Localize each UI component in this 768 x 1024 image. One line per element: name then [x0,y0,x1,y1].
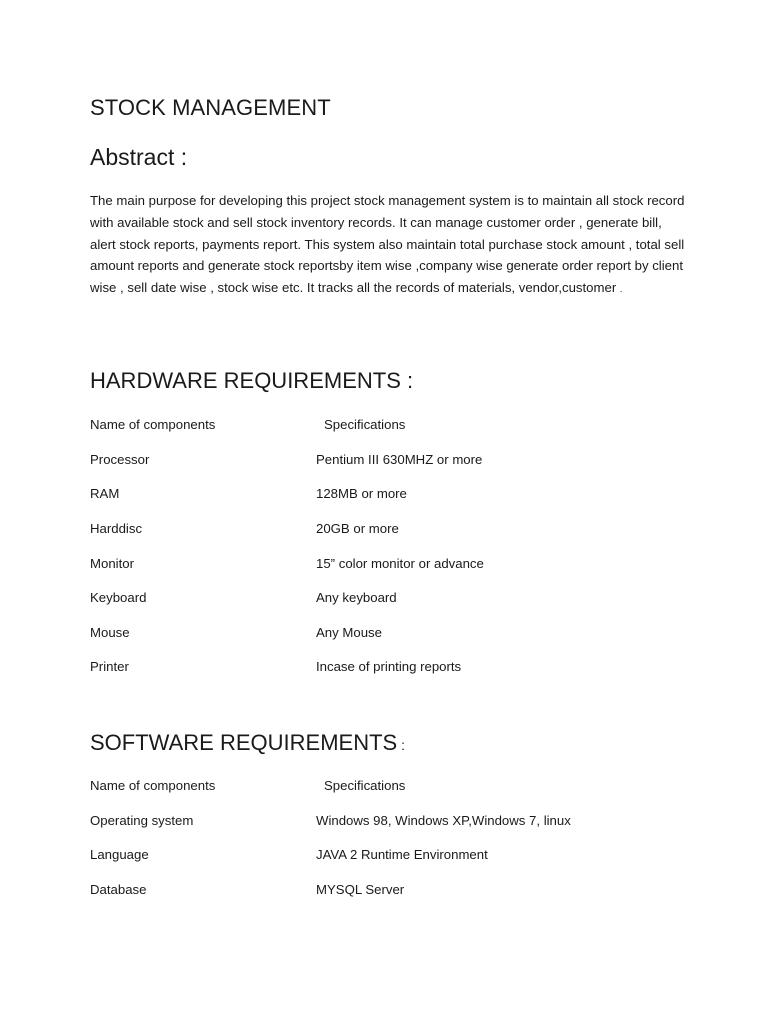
component-name: Database [90,882,147,897]
hardware-row [90,625,690,645]
software-heading [90,730,405,756]
component-name: RAM [90,486,120,501]
abstract-tail: . [619,284,623,295]
software-row [90,847,690,867]
software-heading-colon: : [397,737,405,753]
component-name: Mouse [90,625,130,640]
software-table-header [90,778,690,798]
hardware-row [90,452,690,472]
component-name: Keyboard [90,590,147,605]
component-spec: 20GB or more [316,521,399,536]
software-row [90,882,690,902]
software-row [90,813,690,833]
component-spec: MYSQL Server [316,882,405,897]
hardware-row [90,659,690,679]
component-spec: 128MB or more [316,486,407,501]
component-spec: 15” color monitor or advance [316,556,484,571]
abstract-text: The main purpose for developing this project stock management system is to maintain all stock record with available stock and sell stock inventory records. It can manage customer order , generate bill, alert stock reports, payments report. This system also maintain total purchase stock amount , total sell amount reports and generate stock reportsby item wise ,company wise generate order report by client wise , sell date wise , stock wise etc. It tracks all the records of materials, vendor,customer [90,193,685,296]
component-spec: JAVA 2 Runtime Environment [316,847,488,862]
component-spec: Pentium III 630MHZ or more [316,452,483,467]
hardware-row [90,521,690,541]
component-spec: Any keyboard [316,590,397,605]
component-name: Monitor [90,556,134,571]
hardware-row [90,486,690,506]
component-name: Operating system [90,813,194,828]
hardware-header-name: Name of components [90,417,216,432]
component-name: Printer [90,659,129,674]
component-name: Harddisc [90,521,143,536]
component-name: Language [90,847,149,862]
component-spec: Incase of printing reports [316,659,462,674]
component-spec: Windows 98, Windows XP,Windows 7, linux [316,813,571,828]
hardware-heading: HARDWARE REQUIREMENTS : [90,368,414,393]
component-name: Processor [90,452,150,467]
abstract-heading: Abstract : [90,144,188,170]
hardware-header-spec: Specifications [324,417,406,432]
hardware-row [90,590,690,610]
component-spec: Any Mouse [316,625,382,640]
software-header-name: Name of components [90,778,216,793]
hardware-table-header [90,417,690,437]
document-title: STOCK MANAGEMENT [90,95,331,120]
abstract-paragraph [90,190,686,301]
hardware-row [90,556,690,576]
software-header-spec: Specifications [324,778,406,793]
software-heading-text: SOFTWARE REQUIREMENTS [90,730,398,755]
